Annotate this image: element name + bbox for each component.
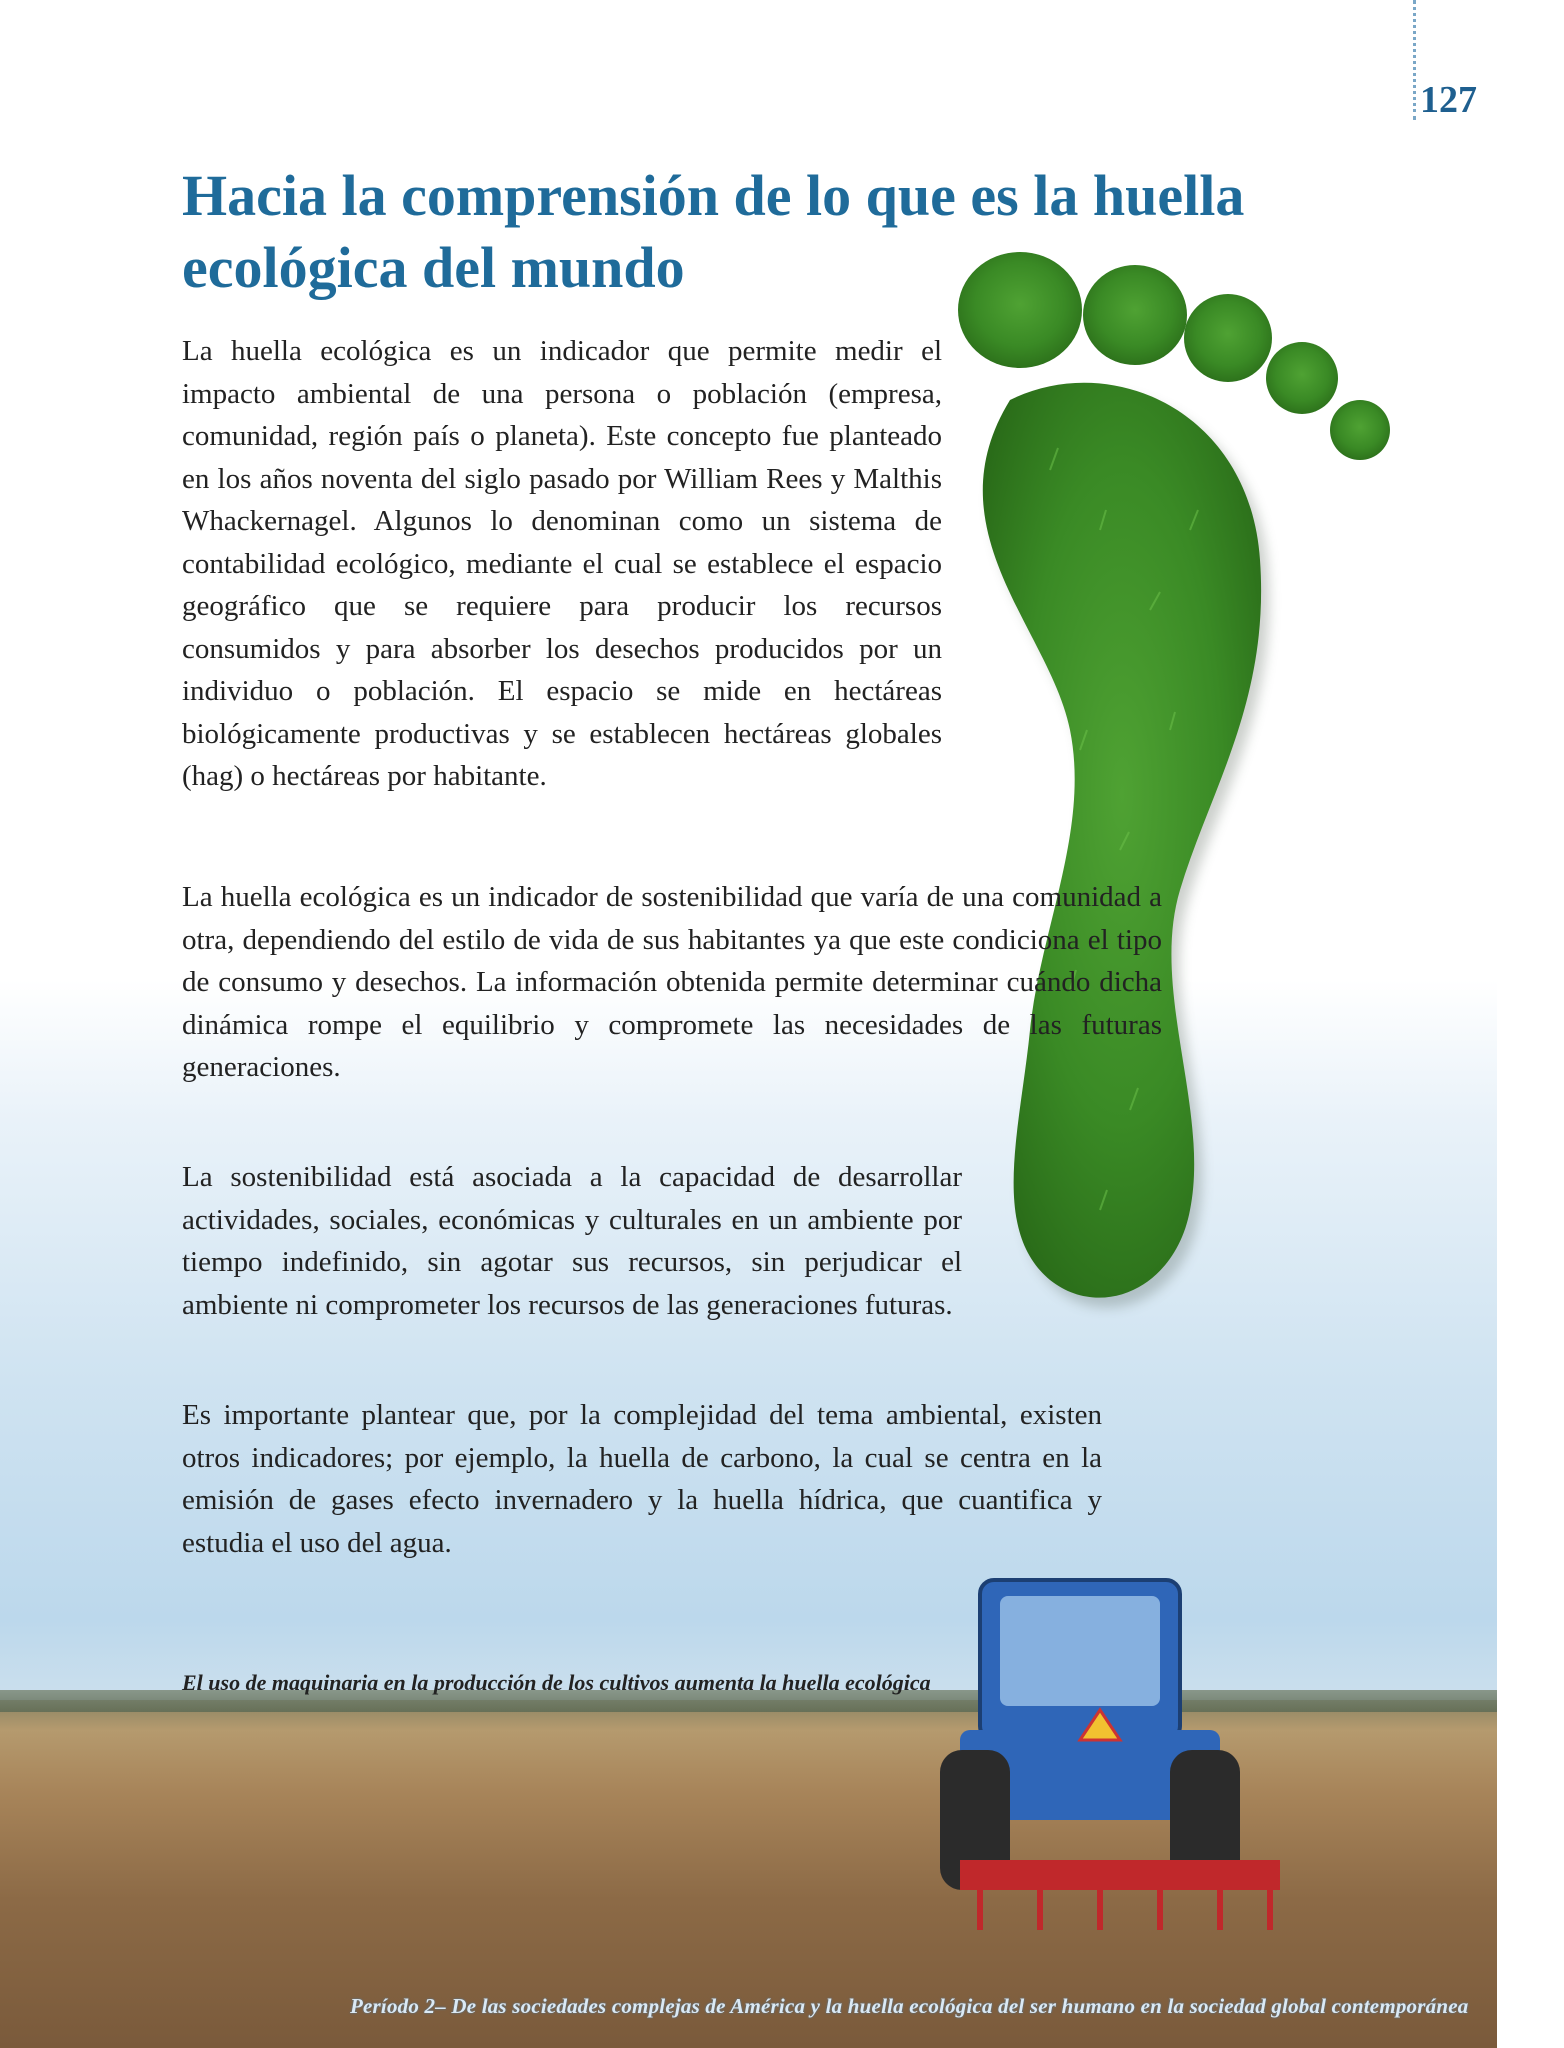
grass-footprint-image: [950, 230, 1510, 1450]
paragraph-2: La huella ecológica es un indicador de sostenibilidad que varía de una comunidad a otra, dependiendo del estilo de vida de sus habitantes ya que este condiciona el tipo de consumo y desechos. La información obtenida permite determinar cuándo dicha dinámica rompe el equilibrio y compromete las necesidades de las futuras generaciones.: [182, 881, 1162, 1083]
image-caption: El uso de maquinaria en la producción de los cultivos aumenta la huella ecológica: [182, 1670, 931, 1695]
page-number: 127: [1420, 79, 1477, 121]
paragraph-1: La huella ecológica es un indicador que permite medir el impacto ambiental de una persona o población (empresa, comunidad, región país o planeta). Este concepto fue planteado en los años noventa del siglo pasado por William Rees y Malthis Whackernagel. Algunos lo denominan como un sistema de contabilidad ecológico, mediante el cual se establece el espacio geográfico que se requiere para producir los recursos consumidos y para absorber los desechos producidos por un individuo o población. El espacio se mide en hectáreas biológicamente productivas y se establecen hectáreas globales (hag) o hectáreas por habitante.: [182, 335, 942, 792]
page-number-rule: [1413, 0, 1416, 120]
page-footer: Período 2– De las sociedades complejas de América y la huella ecológica del ser humano en la sociedad global contemporánea: [350, 1994, 1469, 2018]
blue-tractor-image: [940, 1560, 1300, 1950]
page-title: Hacia la comprensión de lo que es la huella ecológica del mundo: [182, 163, 1245, 300]
paragraph-3: La sostenibilidad está asociada a la capacidad de desarrollar actividades, sociales, económicas y culturales en un ambiente por tiempo indefinido, sin agotar sus recursos, sin perjudicar el ambiente ni comprometer los recursos de las generaciones futuras.: [182, 1161, 962, 1321]
page-margin: [1497, 0, 1564, 2048]
paragraph-4: Es importante plantear que, por la complejidad del tema ambiental, existen otros indicadores; por ejemplo, la huella de carbono, la cual se centra en la emisión de gases efecto invernadero y la huella hídrica, que cuantifica y estudia el uso del agua.: [182, 1399, 1102, 1559]
